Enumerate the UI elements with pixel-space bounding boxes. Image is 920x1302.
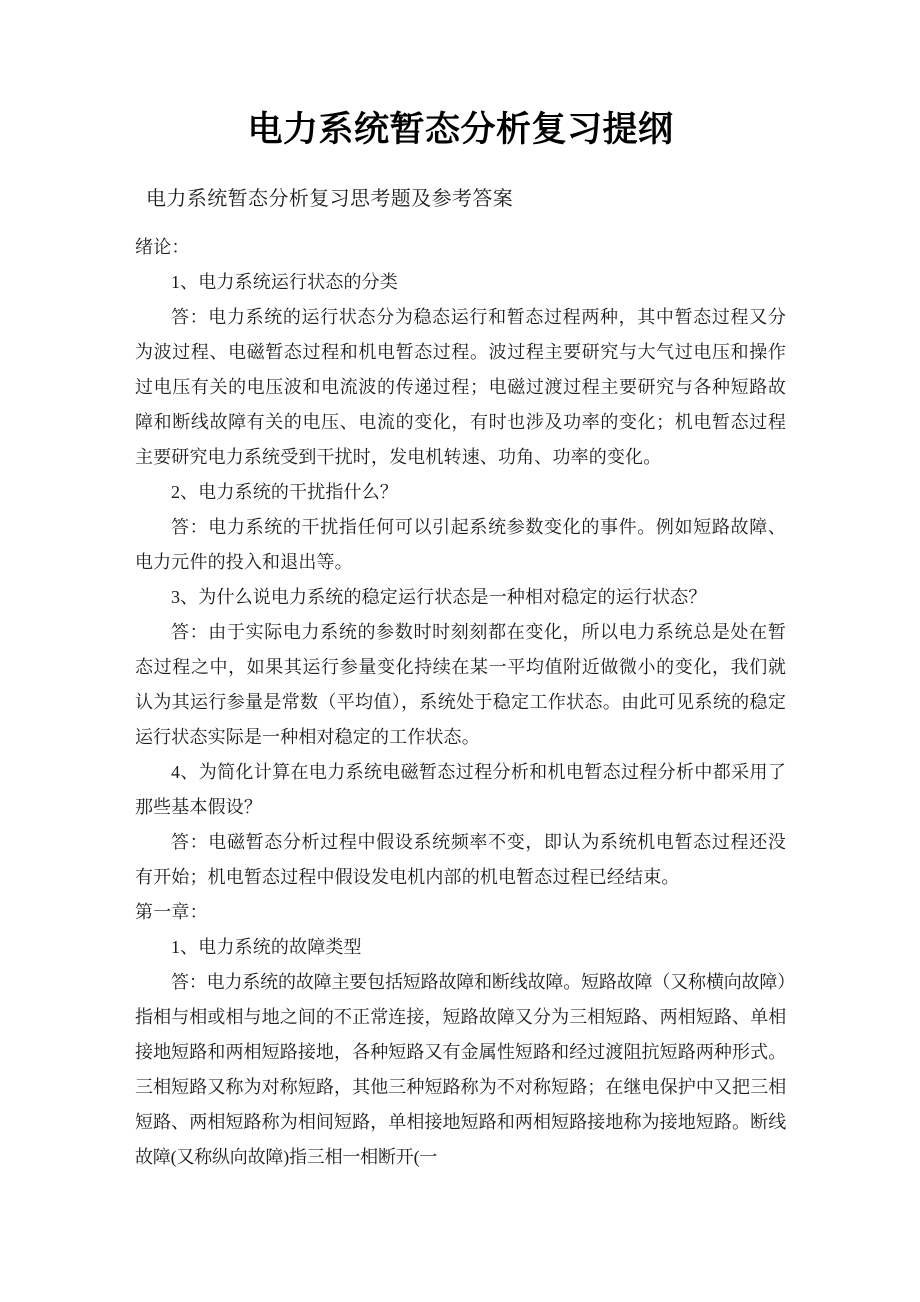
section-heading-chapter-one: 第一章： [135, 902, 208, 922]
answer-item: 答：电力系统的运行状态分为稳态运行和暂态过程两种，其中暂态过程又分为波过程、电磁暂态过程和机电暂态过程。波过程主要研究与大气过电压和操作过电压有关的电压波和电流波的传递过程；电磁过渡过程主要研究与各种短路故障和断线故障有关的电压、电流的变化，有时也涉及功率的变化；机电暂态过程主要研究电力系统受到干扰时，发电机转速、功角、功率的变化。 [135, 307, 786, 467]
question-item: 4、为简化计算在电力系统电磁暂态过程分析和机电暂态过程分析中都采用了那些基本假设？ [135, 762, 786, 817]
answer-item: 答：电力系统的故障主要包括短路故障和断线故障。短路故障（又称横向故障）指相与相或相与地之间的不正常连接，短路故障又分为三相短路、两相短路、单相接地短路和两相短路接地，各种短路又有金属性短路和经过渡阻抗短路两种形式。三相短路又称为对称短路，其他三种短路称为不对称短路；在继电保护中又把三相短路、两相短路称为相间短路，单相接地短路和两相短路接地称为接地短路。断线故障(又称纵向故障)指三相一相断开(一 [135, 972, 786, 1167]
document-content [135, 0, 786, 1175]
question-item: 3、为什么说电力系统的稳定运行状态是一种相对稳定的运行状态？ [171, 587, 707, 607]
document-subtitle: 电力系统暂态分析复习思考题及参考答案 [146, 188, 514, 210]
answer-item: 答：电磁暂态分析过程中假设系统频率不变，即认为系统机电暂态过程还没有开始；机电暂态过程中假设发电机内部的机电暂态过程已经结束。 [135, 832, 786, 887]
answer-item: 答：电力系统的干扰指任何可以引起系统参数变化的事件。例如短路故障、电力元件的投入和退出等。 [135, 517, 786, 572]
answer-item: 答：由于实际电力系统的参数时时刻刻都在变化，所以电力系统总是处在暂态过程之中，如果其运行参量变化持续在某一平均值附近做微小的变化，我们就认为其运行参量是常数（平均值），系统处于稳定工作状态。由此可见系统的稳定运行状态实际是一种相对稳定的工作状态。 [135, 622, 786, 747]
page-title: 电力系统暂态分析复习提纲 [247, 110, 674, 149]
question-item: 1、电力系统运行状态的分类 [171, 272, 398, 292]
section-heading-preface: 绪论： [135, 237, 190, 257]
question-item: 1、电力系统的故障类型 [171, 937, 362, 957]
question-item: 2、电力系统的干扰指什么？ [171, 482, 398, 502]
